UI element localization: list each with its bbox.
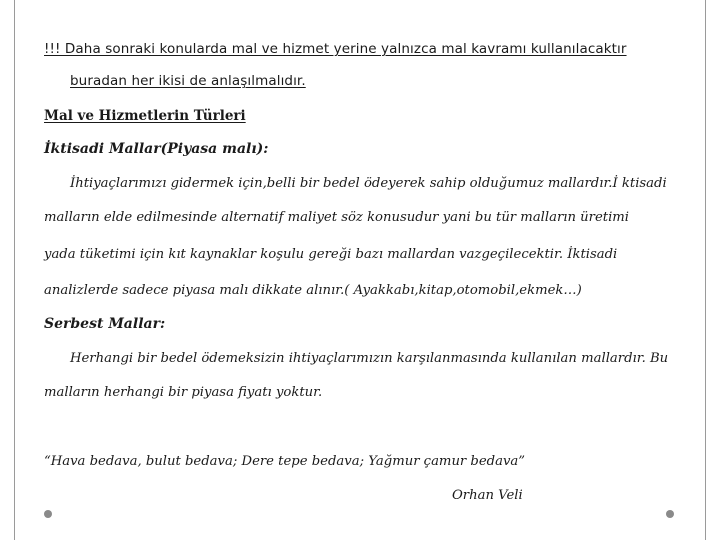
economic-goods-line-1: İhtiyaçlarımızı gidermek için,belli bir bedel ödeyerek sahip olduğumuz mallardır.İ ktisadi: [70, 176, 667, 191]
free-goods-line-1: Herhangi bir bedel ödemeksizin ihtiyaçlarımızın karşılanmasında kullanılan mallardır. Bu: [70, 351, 669, 366]
section-title: Mal ve Hizmetlerin Türleri: [44, 108, 246, 124]
right-frame-line: [705, 0, 706, 540]
economic-goods-line-3: yada tüketimi için kıt kaynaklar koşulu gereği bazı mallardan vazgeçilecektir. İktisadi: [44, 247, 618, 262]
economic-goods-line-2: malların elde edilmesinde alternatif maliyet söz konusudur yani bu tür malların üretimi: [44, 210, 630, 225]
poem-quote: “Hava bedava, bulut bedava; Dere tepe bedava; Yağmur çamur bedava”: [44, 454, 526, 469]
left-frame-line: [14, 0, 15, 540]
free-goods-line-2: malların herhangi bir piyasa fiyatı yoktur.: [44, 385, 323, 400]
left-bullet-dot: [44, 510, 52, 518]
quote-author: Orhan Veli: [452, 488, 523, 503]
right-bullet-dot: [666, 510, 674, 518]
note-line-1: !!! Daha sonraki konularda mal ve hizmet yerine yalnızca mal kavramı kullanılacaktır: [44, 41, 627, 57]
economic-goods-heading: İktisadi Mallar(Piyasa malı):: [44, 141, 269, 157]
economic-goods-line-4: analizlerde sadece piyasa malı dikkate alınır.( Ayakkabı,kitap,otomobil,ekmek…): [44, 283, 582, 298]
note-line-2: buradan her ikisi de anlaşılmalıdır.: [70, 73, 306, 89]
free-goods-heading: Serbest Mallar:: [44, 316, 166, 332]
